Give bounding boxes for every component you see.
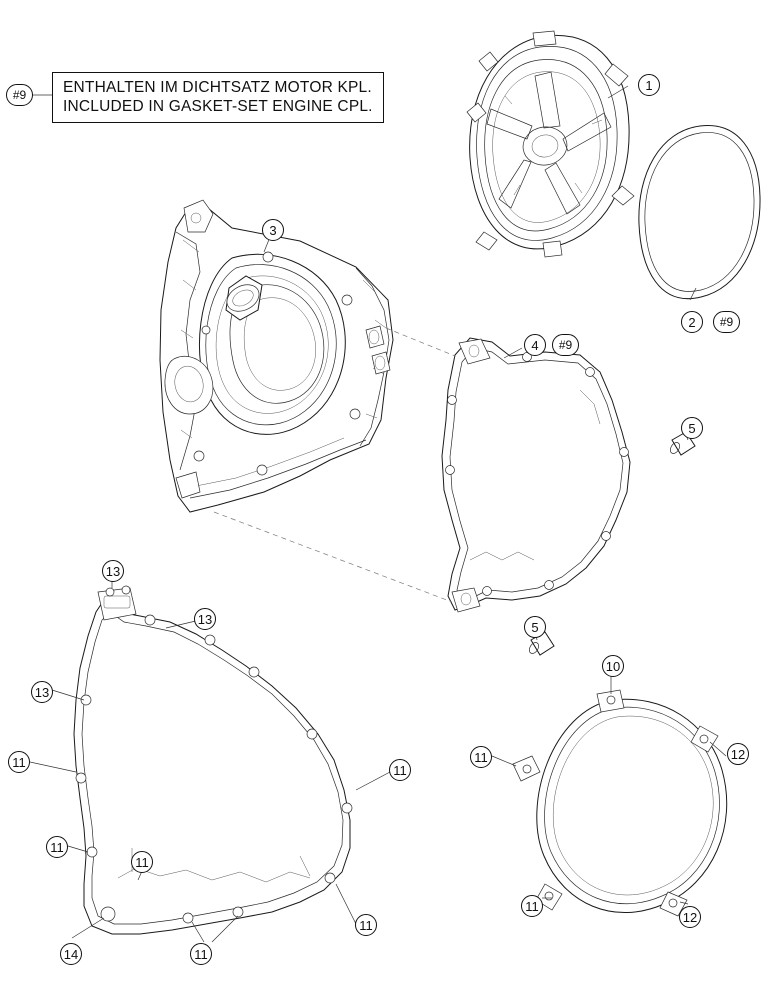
callout-13-b[interactable]: 13 bbox=[194, 608, 216, 630]
callout-11-d[interactable]: 11 bbox=[131, 851, 153, 873]
callout-11-f[interactable]: 11 bbox=[190, 943, 212, 965]
part-clutch-cover-inner bbox=[442, 338, 630, 612]
part-clutch-cover-outer bbox=[467, 31, 634, 257]
note-box-gasket-set bbox=[52, 72, 384, 123]
part-clutch-cover-gasket bbox=[74, 586, 352, 934]
callout-4[interactable]: 4 bbox=[524, 334, 546, 356]
callout-14[interactable]: 14 bbox=[60, 943, 82, 965]
note-line-de: ENTHALTEN IM DICHTSATZ MOTOR KPL. bbox=[63, 79, 372, 96]
note-line-en: INCLUDED IN GASKET-SET ENGINE CPL. bbox=[63, 98, 373, 115]
callout-note-marker[interactable]: #9 bbox=[6, 84, 33, 106]
callout-11-b[interactable]: 11 bbox=[389, 759, 411, 781]
callout-12-a[interactable]: 12 bbox=[727, 743, 749, 765]
callout-5-upper[interactable]: 5 bbox=[681, 417, 703, 439]
callout-11-h[interactable]: 11 bbox=[521, 895, 543, 917]
part-o-ring-clutch-cover bbox=[639, 125, 760, 298]
callout-10[interactable]: 10 bbox=[602, 655, 624, 677]
callout-5-lower[interactable]: 5 bbox=[524, 616, 546, 638]
callout-1[interactable]: 1 bbox=[638, 74, 660, 96]
callout-4-gasket-note[interactable]: #9 bbox=[552, 334, 579, 356]
callout-2[interactable]: 2 bbox=[681, 311, 703, 333]
callout-11-g[interactable]: 11 bbox=[470, 746, 492, 768]
callout-11-e[interactable]: 11 bbox=[355, 914, 377, 936]
callout-13-c[interactable]: 13 bbox=[31, 681, 53, 703]
callout-12-b[interactable]: 12 bbox=[679, 906, 701, 928]
part-engine-case-half bbox=[160, 200, 393, 512]
callout-2-gasket-note[interactable]: #9 bbox=[713, 311, 740, 333]
callout-11-c[interactable]: 11 bbox=[46, 836, 68, 858]
callout-3[interactable]: 3 bbox=[262, 219, 284, 241]
part-gasket-ring bbox=[513, 690, 727, 916]
callout-13-a[interactable]: 13 bbox=[102, 560, 124, 582]
callout-11-a[interactable]: 11 bbox=[8, 751, 30, 773]
